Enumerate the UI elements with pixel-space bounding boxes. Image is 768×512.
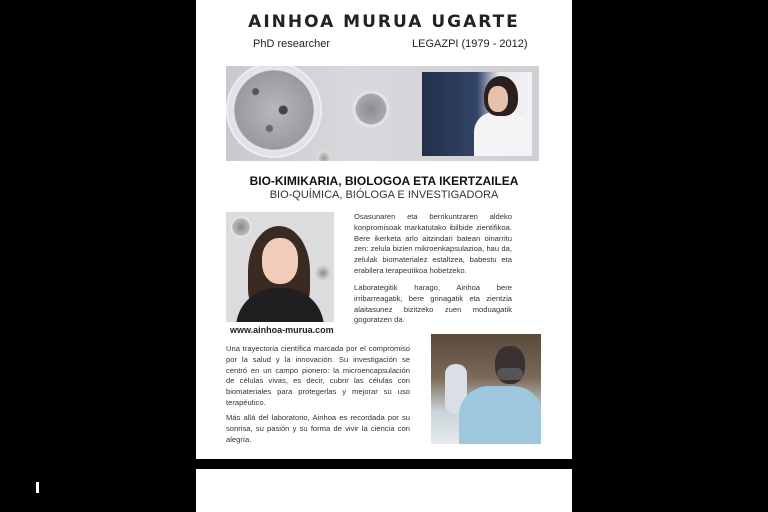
- headline-spanish: BIO-QUÍMICA, BIÓLOGA E INVESTIGADORA: [269, 189, 499, 201]
- legazpi-logo-text: [48, 486, 108, 492]
- logo-thin-text: UDALA: [86, 486, 108, 492]
- microcapsule-small-image: [316, 150, 332, 161]
- poster: [196, 0, 572, 459]
- logo-bold-text: LEGAZPIKO: [48, 486, 85, 492]
- banner-image: [226, 66, 539, 161]
- paragraph-basque-1: Osasunaren eta berrikuntzaren aldeko konpromisoak markatutako ibilbide zientifikoa. Bere ikerketa arlo aitzindari batean oinarritu zen: zelula bizien mikroenkapsulazioa, hau da, zelulak biomaterialez estaltzea, babestu eta erabilera terapeutikoa hobetzeko.: [354, 212, 512, 275]
- paragraph-basque-2: Laborategitik harago, Ainhoa bere irribarreagatik, bere grinagatik eta zientzia alaitasunez bizitzeko zuen moduagatik gogoratzen da.: [354, 283, 512, 325]
- lab-photo: [422, 72, 532, 156]
- petri-dish-image: [226, 66, 322, 158]
- person-name: AINHOA MURUA UGARTE: [248, 12, 520, 32]
- paragraph-spanish-1: Una trayectoria científica marcada por el compromiso por la salud y la innovación. Su investigación se centró en un campo pionero: la microencapsulación de células vivas, es decir, cubrir las células con biomateriales para protegerlas y mejorar su uso terapéutico.: [226, 344, 410, 407]
- website-link[interactable]: www.ainhoa-murua.com: [230, 325, 334, 335]
- footer-bar: [196, 469, 572, 512]
- lab-work-photo: [431, 334, 541, 444]
- person-place-dates: LEGAZPI (1979 - 2012): [412, 38, 528, 50]
- headline-basque: BIO-KIMIKARIA, BIOLOGOA ETA IKERTZAILEA: [249, 174, 519, 188]
- portrait-photo: [226, 212, 334, 322]
- person-role: PhD researcher: [253, 38, 331, 50]
- microcapsule-image: [352, 90, 390, 128]
- paragraph-spanish-2: Más allá del laboratorio, Ainhoa es recordada por su sonrisa, su pasión y su forma de vivir la ciencia con alegría.: [226, 413, 410, 444]
- legazpi-logo-icon: [33, 482, 44, 497]
